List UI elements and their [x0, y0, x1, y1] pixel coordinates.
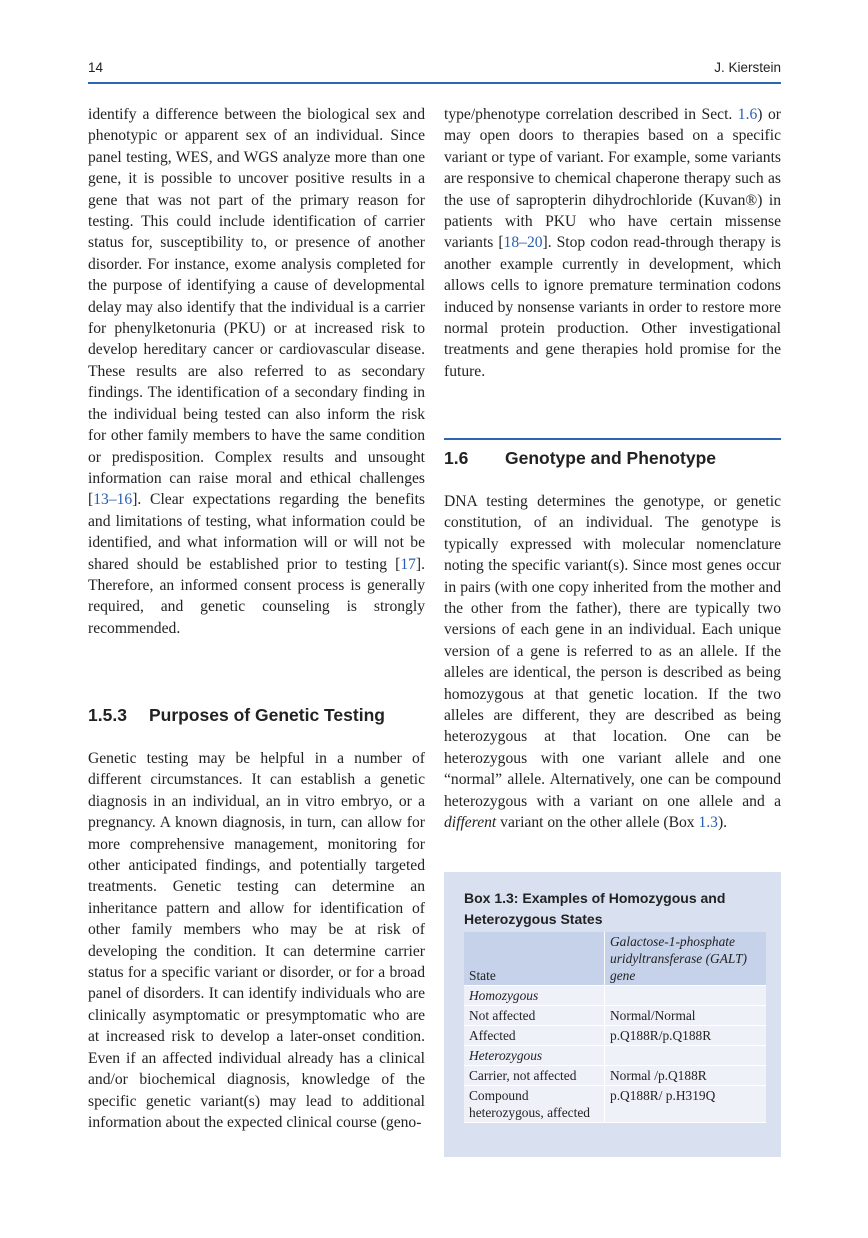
- box-cross-reference[interactable]: 1.3: [698, 814, 718, 832]
- section-title: Purposes of Genetic Testing: [149, 705, 385, 725]
- table-cell: Affected: [464, 1026, 605, 1046]
- section-rule: [444, 438, 781, 440]
- section-cross-reference[interactable]: 1.6: [737, 106, 758, 123]
- table-cell: [605, 986, 767, 1006]
- table-row: [464, 1006, 766, 1026]
- text-run: ).: [717, 814, 728, 832]
- citation-link[interactable]: 13–16: [93, 491, 133, 509]
- section-heading-1-5-3: [88, 705, 385, 726]
- table-cell: Homozygous: [464, 986, 605, 1006]
- table-row: [464, 986, 766, 1006]
- text-run: ]. Clear expectations regarding the benefits and limitations of testing, what information could be identified, and what information will or will not be shared should be established prior to testing [: [88, 491, 425, 573]
- section-number: 1.6: [444, 448, 469, 468]
- table-cell: [605, 1046, 767, 1066]
- table-cell: p.Q188R/ p.H319Q: [605, 1086, 767, 1123]
- paragraph-genotype: [444, 491, 781, 834]
- table-row: [464, 1026, 766, 1046]
- citation-link[interactable]: 18–20: [503, 234, 543, 252]
- left-column: [88, 104, 425, 639]
- section-title: Genotype and Phenotype: [505, 448, 716, 468]
- box-title: Box 1.3: Examples of Homozygous and Heterozygous States: [464, 890, 726, 927]
- text-run: type/phenotype correlation described in Sect.: [444, 106, 738, 123]
- text-run: variant on the other allele (Box: [496, 814, 699, 832]
- table-cell: p.Q188R/p.Q188R: [605, 1026, 767, 1046]
- left-column-continued: [88, 748, 425, 1133]
- right-column-continued: [444, 491, 781, 834]
- table-header-row: [464, 932, 766, 986]
- paragraph-purposes: Genetic testing may be helpful in a number of different circumstances. It can establish a genetic diagnosis in an individual, an in vitro embryo, or a pregnancy. A known diagnosis, in turn, can allow for more comprehensive management, monitoring for other anticipated findings, and potentially targeted treatments. Genetic testing can determine an inheritance pattern and allow for identification of other family members who may be at risk of developing the condition. It can determine carrier status for a specific variant or disorder, or for a broad panel of disorders. It can identify individuals who are clinically asymptomatic or presymptomatic who are at increased risk to develop a later-onset condition. Even if an affected individual already has a clinical and/or biochemical diagnosis, knowledge of the specific genetic variant(s) may lead to additional information about the expected clinical course (geno-: [88, 750, 425, 1131]
- citation-link[interactable]: 17: [400, 555, 416, 573]
- text-run: DNA testing determines the genotype, or genetic constitution, of an individual. The genotype is typically expressed with molecular nomenclature noting the specific variant(s). Since most genes occur in pairs (with one copy inherited from the mother and the other from the father), there are typically two versions of each gene in an individual. Each unique version of a gene is referred to as an allele. If the alleles are identical, the person is described as being homozygous at that genetic location. If the two alleles are different, they are described as being heterozygous at that location. One can be heterozygous with one variant allele and one “normal” allele. Alternatively, one can be compound heterozygous with a variant on one allele and a: [444, 493, 781, 810]
- table-cell: Normal/Normal: [605, 1006, 767, 1026]
- running-header: [88, 60, 781, 80]
- paragraph-secondary-findings: [88, 104, 425, 639]
- text-run: identify a difference between the biological sex and phenotypic or apparent sex of an individual. Since panel testing, WES, and WGS analyze more than one gene, it is possible to uncover positive results in a gene that was not part of the primary reason for testing. This could include identification of carrier status for, susceptibility to, or presence of another disorder. For instance, exome analysis completed for the purpose of identifying a cause of developmental delay may also identify that the individual is a carrier for phenylketonuria (PKU) or at increased risk to develop hereditary cancer or cardiovascular disease. These results are also referred to as secondary findings. The identification of a secondary finding in the individual being tested can also inform the risk for other family members to have the same condition or predisposition. Complex results and unsought information can raise moral and ethical challenges [: [88, 106, 425, 509]
- table-cell: Normal /p.Q188R: [605, 1066, 767, 1086]
- header-rule: [88, 82, 781, 84]
- table-header-cell: Galactose-1-phosphate uridyltransferase (GALT) gene: [605, 932, 767, 986]
- table-row: [464, 1066, 766, 1086]
- running-head-author: J. Kierstein: [714, 60, 781, 75]
- table-cell: Heterozygous: [464, 1046, 605, 1066]
- section-number: 1.5.3: [88, 705, 127, 725]
- table-header-cell: State: [464, 932, 605, 986]
- table-row: [464, 1046, 766, 1066]
- page-number: 14: [88, 60, 104, 75]
- right-column: [444, 104, 781, 382]
- text-run: ) or may open doors to therapies based on a specific variant or type of variant. For example, some variants are responsive to chemical chaperone therapy such as the use of sapropterin dihydrochloride (Kuvan®) in patients with PKU who have certain missense variants [: [444, 106, 781, 252]
- text-run: ]. Therefore, an informed consent process is generally required, and genetic counseling is strongly recommended.: [88, 555, 425, 637]
- paragraph-therapies: [444, 104, 781, 382]
- table-row: [464, 1086, 766, 1123]
- emphasis: different: [444, 814, 497, 832]
- section-heading-1-6: [444, 448, 716, 469]
- table-cell: Compound heterozygous, affected: [464, 1086, 605, 1123]
- table-cell: Carrier, not affected: [464, 1066, 605, 1086]
- table-cell: Not affected: [464, 1006, 605, 1026]
- text-run: ]. Stop codon read-through therapy is another example currently in development, which allows cells to ignore premature termination codons induced by nonsense variants in order to restore more normal protein production. Other investigational treatments and gene therapies hold promise for the future.: [444, 234, 781, 380]
- box-table: [464, 932, 766, 1123]
